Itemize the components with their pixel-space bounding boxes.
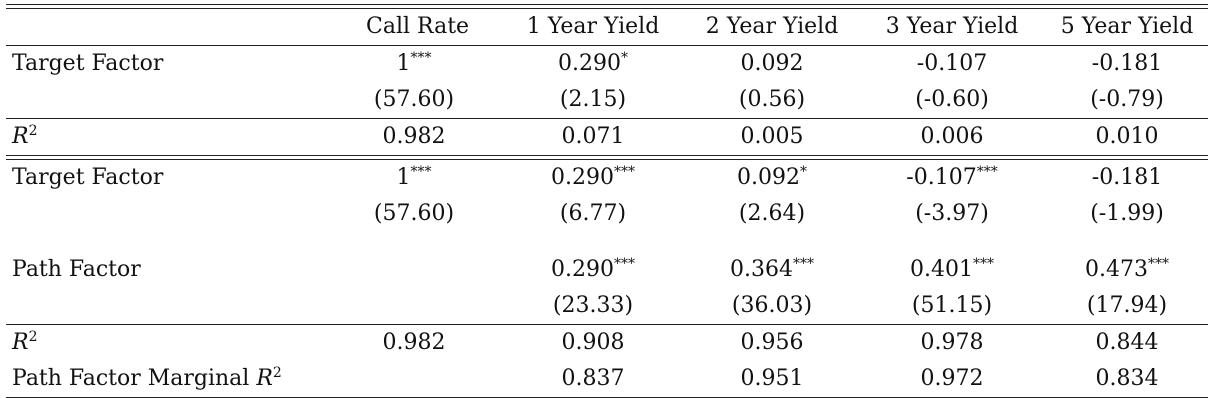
col-header-3y: 3 Year Yield bbox=[885, 14, 1019, 39]
panel2-target-row bbox=[6, 160, 1208, 196]
coef-cell: 0.092 bbox=[740, 51, 804, 76]
r2-cell: 0.006 bbox=[920, 124, 984, 149]
tstat-cell: (36.03) bbox=[731, 293, 813, 318]
marginal-r2-cell bbox=[366, 361, 462, 397]
panel1-r2-row bbox=[6, 119, 1208, 155]
tstat-cell bbox=[366, 288, 462, 324]
header-row bbox=[6, 9, 1208, 45]
coef-cell: 0.401*** bbox=[910, 256, 994, 282]
col-header-2y: 2 Year Yield bbox=[705, 14, 839, 39]
r2-cell: 0.982 bbox=[382, 330, 446, 355]
r2-cell: 0.956 bbox=[740, 330, 804, 355]
tstat-cell: (2.64) bbox=[738, 201, 806, 226]
marginal-r2-cell: 0.837 bbox=[561, 366, 625, 391]
panel2-target-tstat-row bbox=[6, 196, 1208, 232]
tstat-cell: (-0.79) bbox=[1090, 87, 1164, 112]
row-label: Target Factor bbox=[12, 51, 164, 76]
marginal-r2-cell: 0.834 bbox=[1095, 366, 1159, 391]
coef-cell: 0.290*** bbox=[551, 164, 635, 190]
coef-cell: 1*** bbox=[396, 164, 432, 190]
coef-cell: -0.107 bbox=[916, 51, 988, 76]
spacer-row bbox=[6, 232, 1208, 252]
tstat-cell: (-1.99) bbox=[1090, 201, 1164, 226]
col-header-5y: 5 Year Yield bbox=[1060, 14, 1194, 39]
col-header-call-rate: Call Rate bbox=[366, 14, 470, 39]
r2-label: $R^2$ bbox=[12, 329, 38, 355]
r2-cell: 0.010 bbox=[1095, 124, 1159, 149]
r2-label: $R^2$ bbox=[12, 123, 38, 149]
panel2-r2-row bbox=[6, 325, 1208, 361]
row-label: Path Factor bbox=[12, 257, 141, 282]
marginal-r2-cell: 0.972 bbox=[920, 366, 984, 391]
tstat-cell: (51.15) bbox=[911, 293, 993, 318]
r2-cell: 0.844 bbox=[1095, 330, 1159, 355]
tstat-cell: (17.94) bbox=[1086, 293, 1168, 318]
tstat-cell: (57.60) bbox=[373, 201, 455, 226]
panel2-marginal-r2-row bbox=[6, 361, 1208, 397]
tstat-cell: (2.15) bbox=[559, 87, 627, 112]
coef-cell: 1*** bbox=[396, 50, 432, 76]
tstat-cell: (0.56) bbox=[738, 87, 806, 112]
coef-cell: -0.181 bbox=[1091, 51, 1163, 76]
coef-cell: 0.473*** bbox=[1085, 256, 1169, 282]
tstat-cell: (57.60) bbox=[373, 87, 455, 112]
panel2-path-tstat-row bbox=[6, 288, 1208, 324]
panel1-tstat-row bbox=[6, 82, 1208, 118]
coef-cell: 0.092* bbox=[737, 164, 807, 190]
r2-cell: 0.982 bbox=[382, 124, 446, 149]
marginal-r2-cell: 0.951 bbox=[740, 366, 804, 391]
coef-cell: 0.290*** bbox=[551, 256, 635, 282]
coef-cell: 0.290* bbox=[558, 50, 628, 76]
tstat-cell: (23.33) bbox=[552, 293, 634, 318]
col-header-1y: 1 Year Yield bbox=[526, 14, 660, 39]
r2-cell: 0.071 bbox=[561, 124, 625, 149]
tstat-cell: (6.77) bbox=[559, 201, 627, 226]
marginal-r2-label: Path Factor Marginal $R^2$ bbox=[12, 365, 282, 391]
panel2-path-row bbox=[6, 252, 1208, 288]
regression-table bbox=[6, 4, 1208, 398]
tstat-cell: (-3.97) bbox=[915, 201, 989, 226]
r2-cell: 0.005 bbox=[740, 124, 804, 149]
coef-cell: -0.107*** bbox=[906, 164, 998, 190]
tstat-cell: (-0.60) bbox=[915, 87, 989, 112]
r2-cell: 0.908 bbox=[561, 330, 625, 355]
coef-cell: -0.181 bbox=[1091, 165, 1163, 190]
coef-cell bbox=[366, 252, 462, 288]
panel1-target-row bbox=[6, 46, 1208, 82]
row-label: Target Factor bbox=[12, 165, 164, 190]
r2-cell: 0.978 bbox=[920, 330, 984, 355]
coef-cell: 0.364*** bbox=[730, 256, 814, 282]
